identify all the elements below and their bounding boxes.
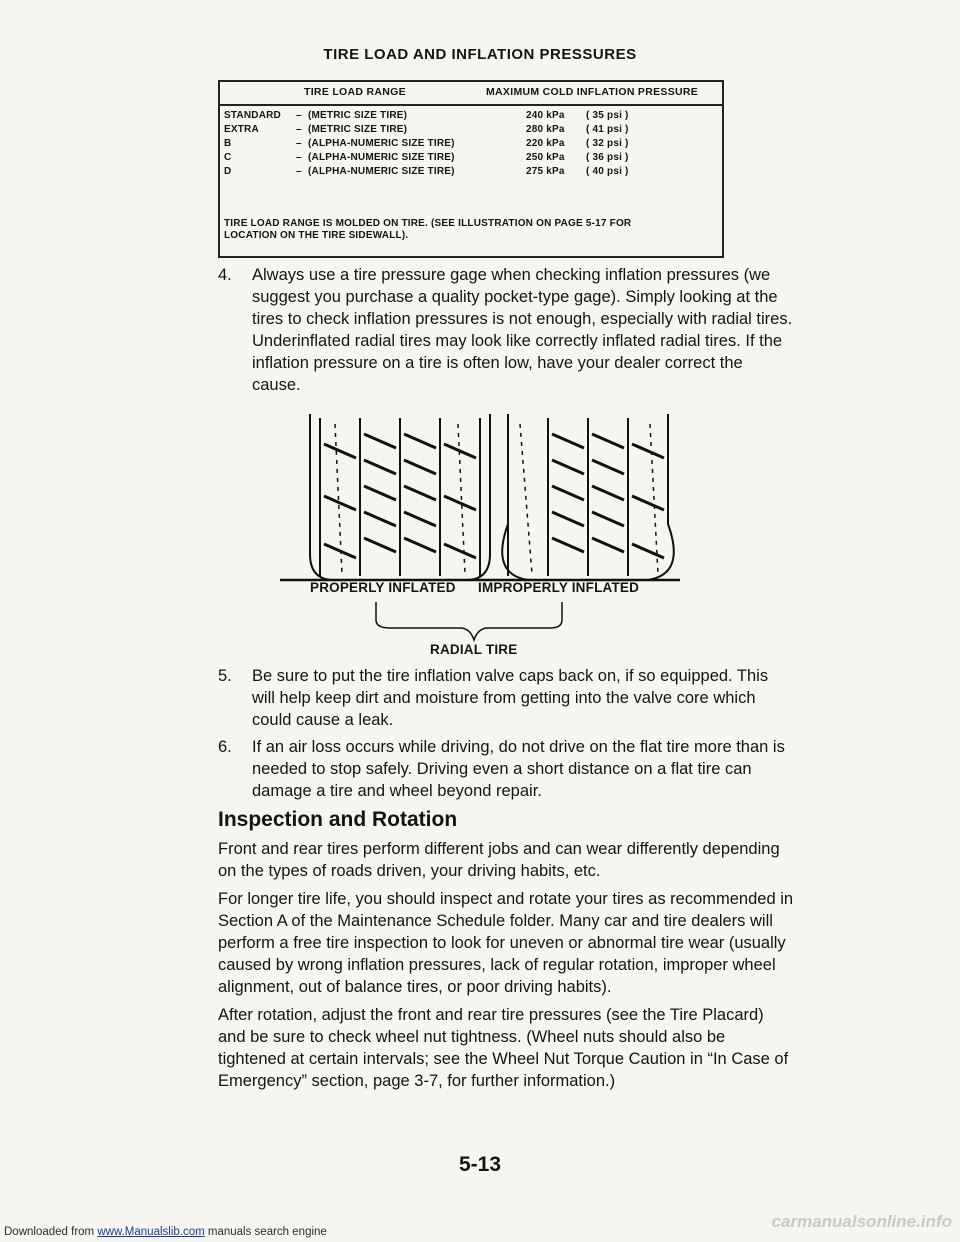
inflation-table: [218, 80, 724, 258]
text-line: could cause a leak.: [252, 711, 394, 729]
bracket-connector: [280, 600, 680, 644]
load-range-cell: B: [224, 138, 232, 149]
table-note-line: TIRE LOAD RANGE IS MOLDED ON TIRE. (SEE ILLUSTRATION ON PAGE 5-17 FOR: [224, 218, 632, 229]
list-text: [252, 264, 792, 396]
tire-size-cell: (ALPHA-NUMERIC SIZE TIRE): [308, 166, 455, 177]
footer-suffix: manuals search engine: [204, 1226, 327, 1238]
kpa-cell: 240 kPa: [526, 110, 565, 121]
table-row: [220, 152, 722, 166]
kpa-cell: 220 kPa: [526, 138, 565, 149]
improperly-inflated-tire: [502, 414, 674, 580]
list-number: 5.: [218, 667, 232, 685]
header-load-range: TIRE LOAD RANGE: [304, 86, 406, 98]
text-line: Emergency” section, page 3-7, for further information.): [218, 1072, 616, 1090]
text-line: perform a free tire inspection to look for uneven or abnormal tire wear (usually: [218, 934, 786, 952]
table-note-line: LOCATION ON THE TIRE SIDEWALL).: [224, 230, 409, 241]
psi-cell: ( 40 psi ): [586, 166, 629, 177]
text-line: needed to stop safely. Driving even a short distance on a flat tire can: [252, 760, 752, 778]
list-number: 6.: [218, 738, 232, 756]
table-row: [220, 110, 722, 124]
text-line: tires to check inflation pressures is not enough, especially with radial tires.: [252, 310, 793, 328]
tire-size-cell: (METRIC SIZE TIRE): [308, 124, 408, 135]
text-line: Be sure to put the tire inflation valve caps back on, if so equipped. This: [252, 667, 769, 685]
download-footer: [4, 1226, 327, 1238]
kpa-cell: 275 kPa: [526, 166, 565, 177]
text-line: After rotation, adjust the front and rear tire pressures (see the Tire Placard): [218, 1006, 764, 1024]
table-note: [224, 218, 714, 242]
dash-separator: –: [296, 166, 302, 177]
table-rows: [220, 110, 722, 180]
psi-cell: ( 41 psi ): [586, 124, 629, 135]
kpa-cell: 250 kPa: [526, 152, 565, 163]
header-max-pressure: MAXIMUM COLD INFLATION PRESSURE: [486, 86, 699, 98]
figure-caption: RADIAL TIRE: [430, 642, 518, 657]
paragraph: [218, 838, 804, 882]
label-properly-inflated: PROPERLY INFLATED: [310, 580, 456, 595]
properly-inflated-tire: [310, 414, 490, 580]
table-row: [220, 166, 722, 180]
footer-prefix: Downloaded from: [4, 1226, 98, 1238]
load-range-cell: D: [224, 166, 232, 177]
text-line: will help keep dirt and moisture from getting into the valve core which: [252, 689, 756, 707]
list-text: [252, 736, 785, 802]
text-line: If an air loss occurs while driving, do not drive on the flat tire more than is: [252, 738, 785, 756]
psi-cell: ( 35 psi ): [586, 110, 629, 121]
section-heading: Inspection and Rotation: [218, 808, 458, 831]
dash-separator: –: [296, 152, 302, 163]
text-line: on the types of roads driven, your driving habits, etc.: [218, 862, 601, 880]
list-number: 4.: [218, 266, 232, 284]
radial-tire-figure: [280, 404, 680, 674]
list-text: [252, 665, 768, 731]
text-line: and be sure to check wheel nut tightness. (Wheel nuts should also be: [218, 1028, 726, 1046]
text-line: damage a tire and wheel beyond repair.: [252, 782, 542, 800]
radial-tire-illustration: [280, 404, 680, 594]
page-number: 5-13: [458, 1153, 502, 1176]
table-header: [220, 82, 722, 106]
load-range-cell: C: [224, 152, 232, 163]
paragraph: [218, 888, 804, 998]
tire-size-cell: (METRIC SIZE TIRE): [308, 110, 408, 121]
dash-separator: –: [296, 124, 302, 135]
psi-cell: ( 32 psi ): [586, 138, 629, 149]
text-line: suggest you purchase a quality pocket-type gage). Simply looking at the: [252, 288, 778, 306]
tire-size-cell: (ALPHA-NUMERIC SIZE TIRE): [308, 152, 455, 163]
kpa-cell: 280 kPa: [526, 124, 565, 135]
table-row: [220, 138, 722, 152]
text-line: Front and rear tires perform different jobs and can wear differently depending: [218, 840, 780, 858]
text-line: Underinflated radial tires may look like correctly inflated radial tires. If the: [252, 332, 783, 350]
text-line: inflation pressure on a tire is often low, have your dealer correct the: [252, 354, 743, 372]
text-line: alignment, out of balance tires, or poor driving habits).: [218, 978, 612, 996]
text-line: Always use a tire pressure gage when checking inflation pressures (we: [252, 266, 771, 284]
load-range-cell: STANDARD: [224, 110, 281, 121]
page-title: TIRE LOAD AND INFLATION PRESSURES: [323, 46, 637, 63]
dash-separator: –: [296, 138, 302, 149]
dash-separator: –: [296, 110, 302, 121]
text-line: Section A of the Maintenance Schedule folder. Many car and tire dealers will: [218, 912, 773, 930]
paragraph: [218, 1004, 804, 1092]
load-range-cell: EXTRA: [224, 124, 259, 135]
manualslib-link[interactable]: www.Manualslib.com: [97, 1226, 205, 1238]
tire-size-cell: (ALPHA-NUMERIC SIZE TIRE): [308, 138, 455, 149]
table-row: [220, 124, 722, 138]
label-improperly-inflated: IMPROPERLY INFLATED: [478, 580, 640, 595]
text-line: cause.: [252, 376, 301, 394]
psi-cell: ( 36 psi ): [586, 152, 629, 163]
watermark: carmanualsonline.info: [771, 1212, 952, 1231]
text-line: For longer tire life, you should inspect and rotate your tires as recommended in: [218, 890, 794, 908]
text-line: tightened at certain intervals; see the Wheel Nut Torque Caution in “In Case of: [218, 1050, 789, 1068]
text-line: caused by wrong inflation pressures, lack of regular rotation, improper wheel: [218, 956, 776, 974]
